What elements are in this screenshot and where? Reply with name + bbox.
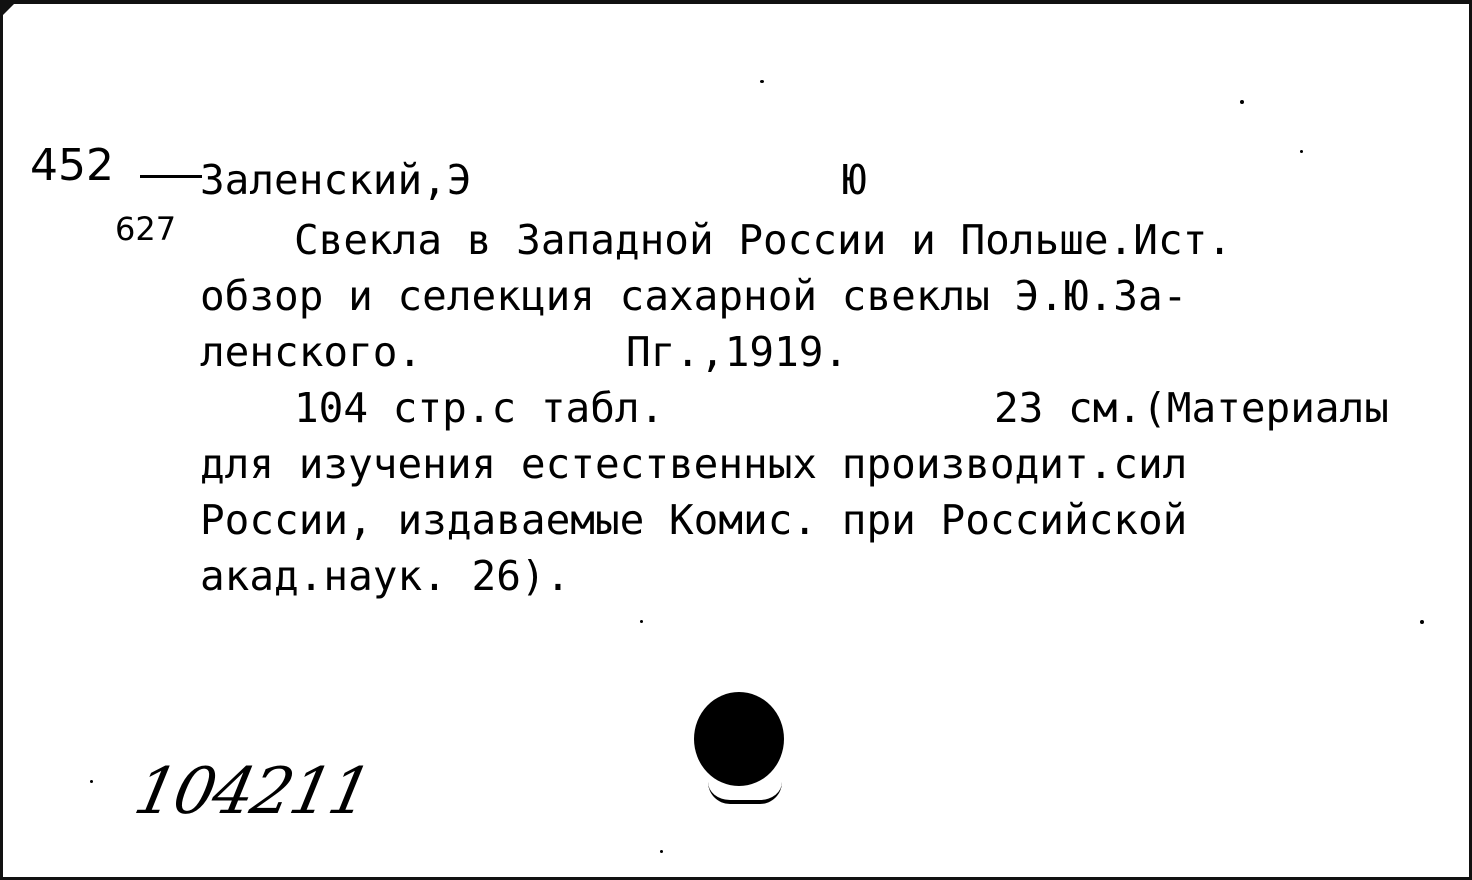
accession-number: 104211 [128, 755, 377, 829]
speck [1300, 150, 1303, 153]
title-line-3: ленского. [200, 328, 423, 376]
speck [90, 780, 93, 783]
title-line-2: обзор и селекция сахарной свеклы Э.Ю.За- [200, 272, 1188, 320]
title-line-1: Свекла в Западной России и Польше.Ист. [294, 216, 1232, 264]
author-heading: Заленский,Э [200, 156, 472, 204]
shelfmark-sub: 627 [115, 210, 177, 248]
series-line-3: акад.наук. 26). [200, 552, 571, 600]
speck [760, 80, 764, 83]
speck [1420, 620, 1424, 624]
speck [660, 850, 663, 853]
series-line-1: для изучения естественных производит.сил [200, 440, 1188, 488]
collation-size-series: 23 см.(Материалы [994, 384, 1389, 432]
card-corner [0, 0, 18, 18]
speck [1240, 100, 1244, 104]
collation-pages: 104 стр.с табл. [294, 384, 665, 432]
card-border-left [0, 0, 3, 880]
punch-hole-tear [708, 782, 782, 804]
shelfmark-main: 452 [30, 140, 114, 191]
author-patronymic-initial: Ю [842, 156, 867, 204]
card-border-top [0, 0, 1472, 4]
punch-hole [694, 692, 784, 786]
series-line-2: России, издаваемые Комис. при Российской [200, 496, 1188, 544]
shelfmark-dash [140, 175, 202, 178]
imprint-place-date: Пг.,1919. [626, 328, 849, 376]
speck [640, 620, 643, 623]
